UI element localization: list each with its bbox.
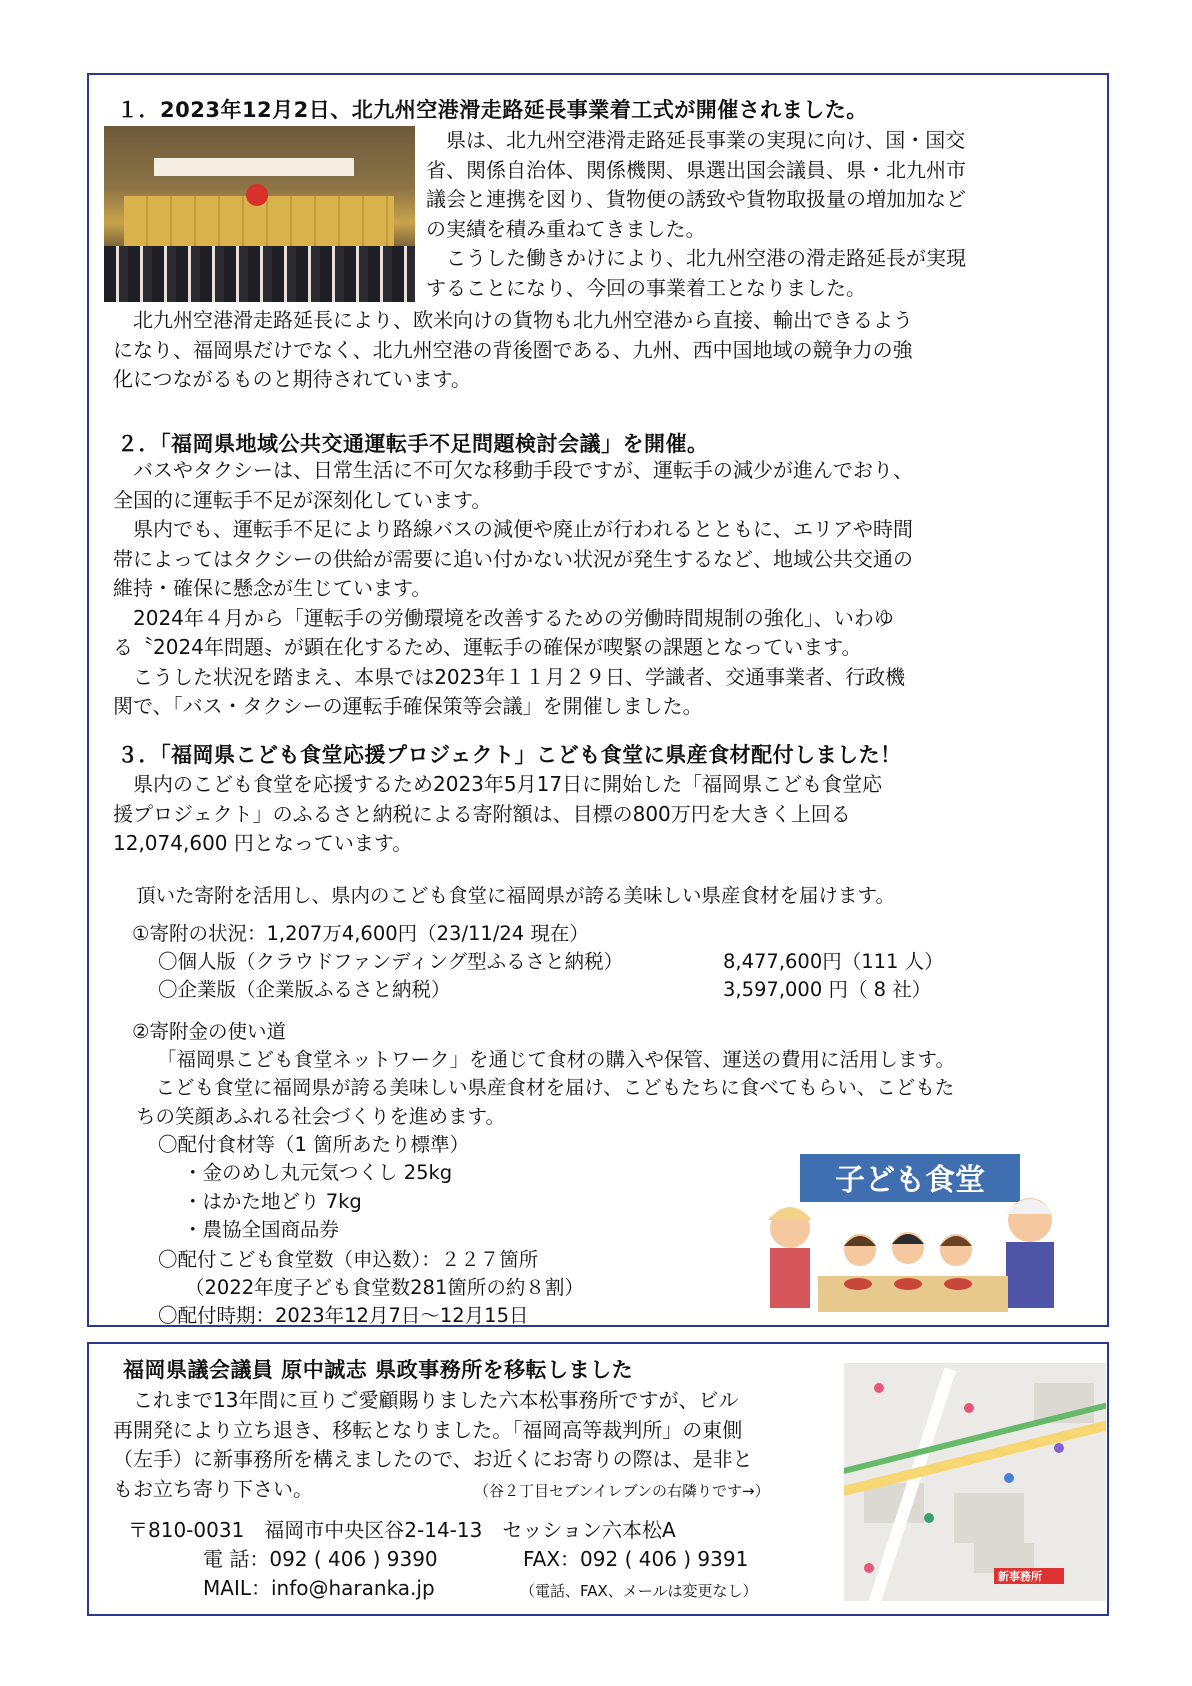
section2-heading: ２．「福岡県地域公共交通運転手不足問題検討会議」を開催。 (117, 432, 709, 456)
list-item: ・金のめし丸元気つくし 25kg (183, 1161, 453, 1184)
donation-row-value: 3,597,000 円（ 8 社） (723, 978, 932, 1001)
contact-unchanged-note: （電話、FAX、メールは変更なし） (520, 1582, 758, 1600)
section3-intro: 県内のこども食堂を応援するため2023年5月17日に開始した「福岡県こども食堂応 援プロジェクト」のふるさと納税による寄附額は、目標の800万円を大きく上回る 12,074,600 円となっています。 (113, 772, 883, 855)
groundbreaking-ceremony-photo (104, 126, 415, 302)
kids-cafeteria-illustration (748, 1150, 1074, 1312)
donation-row-label: 〇個人版（クラウドファンディング型ふるさと納税） (158, 950, 624, 973)
office-location-map (844, 1363, 1106, 1601)
distribution-count: 〇配付こども食堂数（申込数）：２２７箇所 (158, 1248, 539, 1271)
donation-status-title: ①寄附の状況：1,207万4,600円（23/11/24 現在） (132, 922, 589, 945)
donation-row-label: 〇企業版（企業版ふるさと納税） (158, 978, 451, 1001)
office-body: これまで13年間に亘りご愛顧賜りました六本松事務所ですが、ビル 再開発により立ち退き、移転となりました。「福岡高等裁判所」の東側 （左手）に新事務所を構えましたので、お近くにお寄りの際は、是非と もお立ち寄り下さい。 (113, 1388, 753, 1501)
food-items-title: 〇配付食材等（1 箇所あたり標準） (158, 1133, 470, 1156)
list-item: ・農協全国商品券 (183, 1218, 340, 1241)
office-tel: 電 話：092 ( 406 ) 9390 (203, 1547, 438, 1571)
section1-text-full: 北九州空港滑走路延長により、欧米向けの貨物も北九州空港から直接、輸出できるよう になり、福岡県だけでなく、北九州空港の背後圏である、九州、西中国地域の競争力の強 化につながるものと期待されています。 (113, 308, 913, 391)
section3-lead: 頂いた寄附を活用し、県内のこども食堂に福岡県が誇る美味しい県産食材を届けます。 (136, 884, 895, 907)
section3-heading: ３．「福岡県こども食堂応援プロジェクト」こども食堂に県産食材配付しました！ (117, 743, 902, 767)
donation-usage-body: 「福岡県こども食堂ネットワーク」を通じて食材の購入や保管、運送の費用に活用します。 (157, 1048, 955, 1071)
section1-heading: １．2023年12月2日、北九州空港滑走路延長事業着工式が開催されました。 (117, 98, 868, 122)
food-items-list (183, 1159, 452, 1245)
section1-text-beside-photo: 県は、北九州空港滑走路延長事業の実現に向け、国・国交 省、関係自治体、関係機関、県選出国会議員、県・北九州市 議会と連携を図り、貨物便の誘致や貨物取扱量の増加加など の実績を積み重ねてきました。 こうした働きかけにより、北九州空港の滑走路延長が実現 することになり、今回の事業着工となりました。 (426, 128, 966, 300)
office-address: 〒810-0031 福岡市中央区谷2-14-13 セッション六本松A (128, 1518, 676, 1542)
donation-usage-title: ②寄附金の使い道 (132, 1020, 286, 1043)
distribution-period: 〇配付時期：2023年12月7日～12月15日 (158, 1304, 529, 1327)
office-fax: FAX：092 ( 406 ) 9391 (523, 1547, 749, 1571)
office-heading: 福岡県議会議員 原中誠志 県政事務所を移転しました (123, 1358, 634, 1382)
illustration-sign-text: 子ども食堂 (835, 1163, 985, 1198)
map-direction-note: （谷２丁目セブンイレブンの右隣りです→） (474, 1482, 770, 1500)
section2-body: バスやタクシーは、日常生活に不可欠な移動手段ですが、運転手の減少が進んでおり、 全国的に運転手不足が深刻化しています。 県内でも、運転手不足により路線バスの減便や廃止が行われるとともに、エリアや時間 帯によってはタクシーの供給が需要に追い付かない状況が発生するなど、地域公共交通の 維持・確保に懸念が生じています。 2024年４月から「運転手の労働環境を改善するための労働時間規制の強化」、いわゆ る〝2024年問題〟が顕在化するため、運転手の確保が喫緊の課題となっています。 こうした状況を踏まえ、本県では2023年１１月２９日、学識者、交通事業者、行政機 関で、「バス・タクシーの運転手確保策等会議」を開催しました。 (113, 458, 913, 718)
new-office-label: 新事務所 (998, 1570, 1042, 1583)
list-item: ・はかた地どり 7kg (183, 1189, 362, 1213)
donation-usage-body-2: こども食堂に福岡県が誇る美味しい県産食材を届け、こどもたちに食べてもらい、こどもた ちの笑顔あふれる社会づくりを進めます。 (136, 1076, 955, 1128)
distribution-count-note: （2022年度子ども食堂数281箇所の約８割） (185, 1276, 584, 1299)
office-mail: MAIL：info@haranka.jp (203, 1576, 435, 1600)
donation-row-value: 8,477,600円（111 人） (723, 950, 944, 973)
